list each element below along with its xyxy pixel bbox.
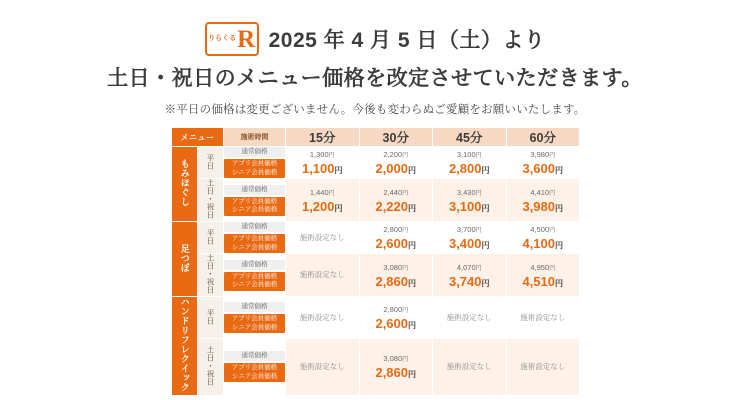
member-price-label: アプリ会員価格 シニア会員価格: [224, 363, 285, 382]
normal-price-label: 通常価格: [224, 260, 285, 270]
price-cell: 4,070円 3,740円: [433, 254, 507, 297]
daytype-cell: 土日・祝日: [198, 179, 224, 222]
table-row: [172, 222, 580, 254]
member-price-label: アプリ会員価格 シニア会員価格: [224, 234, 285, 253]
normal-price-label: 通常価格: [224, 302, 285, 312]
table-head: [172, 128, 580, 147]
price-cell: 2,800円 2,600円: [359, 222, 433, 254]
price-cell: 4,950円 4,510円: [506, 254, 580, 297]
category-cell: 足つぼ: [172, 222, 198, 297]
member-price-label: アプリ会員価格 シニア会員価格: [224, 314, 285, 333]
price-cell: 3,700円 3,400円: [433, 222, 507, 254]
price-type-cell: [224, 339, 286, 395]
daytype-cell: 平日: [198, 297, 224, 339]
price-cell: 1,440円 1,200円: [286, 179, 360, 222]
daytype-cell: 土日・祝日: [198, 339, 224, 395]
price-cell: 2,200円 2,000円: [359, 147, 433, 179]
member-price-label: アプリ会員価格 シニア会員価格: [224, 159, 285, 178]
header-duration-60: 60分: [506, 128, 580, 147]
header-duration-15: 15分: [286, 128, 360, 147]
table-row: [172, 339, 580, 395]
table-row: [172, 147, 580, 179]
price-cell: 3,430円 3,100円: [433, 179, 507, 222]
table-row: [172, 254, 580, 297]
brand-logo: [205, 22, 259, 56]
table-row: [172, 179, 580, 222]
header-duration-45: 45分: [433, 128, 507, 147]
price-type-cell: [224, 179, 286, 222]
header-menu-label: メニュー: [172, 128, 224, 147]
normal-price-label: 通常価格: [224, 222, 285, 232]
logo-kana-text: りらくる: [208, 35, 237, 43]
headline-line-1: 2025 年 4 月 5 日（土）より: [268, 29, 546, 52]
header-duration-30: 30分: [359, 128, 433, 147]
price-cell-unavailable: 施術設定なし: [286, 222, 360, 254]
price-cell-unavailable: 施術設定なし: [506, 297, 580, 339]
price-type-cell: [224, 147, 286, 179]
price-cell: 3,980円 3,600円: [506, 147, 580, 179]
table-body: [172, 147, 580, 396]
daytype-cell: 平日: [198, 147, 224, 179]
header-note: ※平日の価格は変更ございません。今後も変わらぬご愛顧をお願いいたします。: [164, 104, 586, 116]
price-cell: 1,300円 1,100円: [286, 147, 360, 179]
price-cell-unavailable: 施術設定なし: [433, 339, 507, 395]
category-cell: もみほぐし: [172, 147, 198, 222]
price-cell: 4,410円 3,980円: [506, 179, 580, 222]
header-time-label: 施術時間: [224, 128, 286, 147]
price-type-cell: [224, 222, 286, 254]
table-header-row: [172, 128, 580, 147]
price-cell: 3,100円 2,800円: [433, 147, 507, 179]
member-price-label: アプリ会員価格 シニア会員価格: [224, 272, 285, 291]
normal-price-label: 通常価格: [224, 185, 285, 195]
logo-letter: R: [237, 25, 256, 53]
table-row: [172, 297, 580, 339]
price-type-cell: [224, 254, 286, 297]
price-cell-unavailable: 施術設定なし: [433, 297, 507, 339]
daytype-cell: 平日: [198, 222, 224, 254]
price-cell-unavailable: 施術設定なし: [286, 297, 360, 339]
price-cell-unavailable: 施術設定なし: [286, 339, 360, 395]
price-cell-unavailable: 施術設定なし: [286, 254, 360, 297]
category-cell: ハンドリフレクイック: [172, 297, 198, 396]
header: [0, 22, 750, 117]
price-table-container: [171, 127, 579, 396]
price-table: [171, 127, 580, 396]
price-cell-unavailable: 施術設定なし: [506, 339, 580, 395]
price-cell: 4,500円 4,100円: [506, 222, 580, 254]
price-type-cell: [224, 297, 286, 339]
member-price-label: アプリ会員価格 シニア会員価格: [224, 197, 285, 216]
price-cell: 3,080円 2,860円: [359, 254, 433, 297]
price-cell: 2,800円 2,600円: [359, 297, 433, 339]
price-cell: 3,080円 2,860円: [359, 339, 433, 395]
header-title-row: [0, 22, 750, 56]
price-cell: 2,440円 2,220円: [359, 179, 433, 222]
daytype-cell: 土日・祝日: [198, 254, 224, 297]
headline-line-2: 土日・祝日のメニュー価格を改定させていただきます。: [107, 67, 643, 90]
normal-price-label: 通常価格: [224, 147, 285, 157]
normal-price-label: 通常価格: [224, 351, 285, 361]
